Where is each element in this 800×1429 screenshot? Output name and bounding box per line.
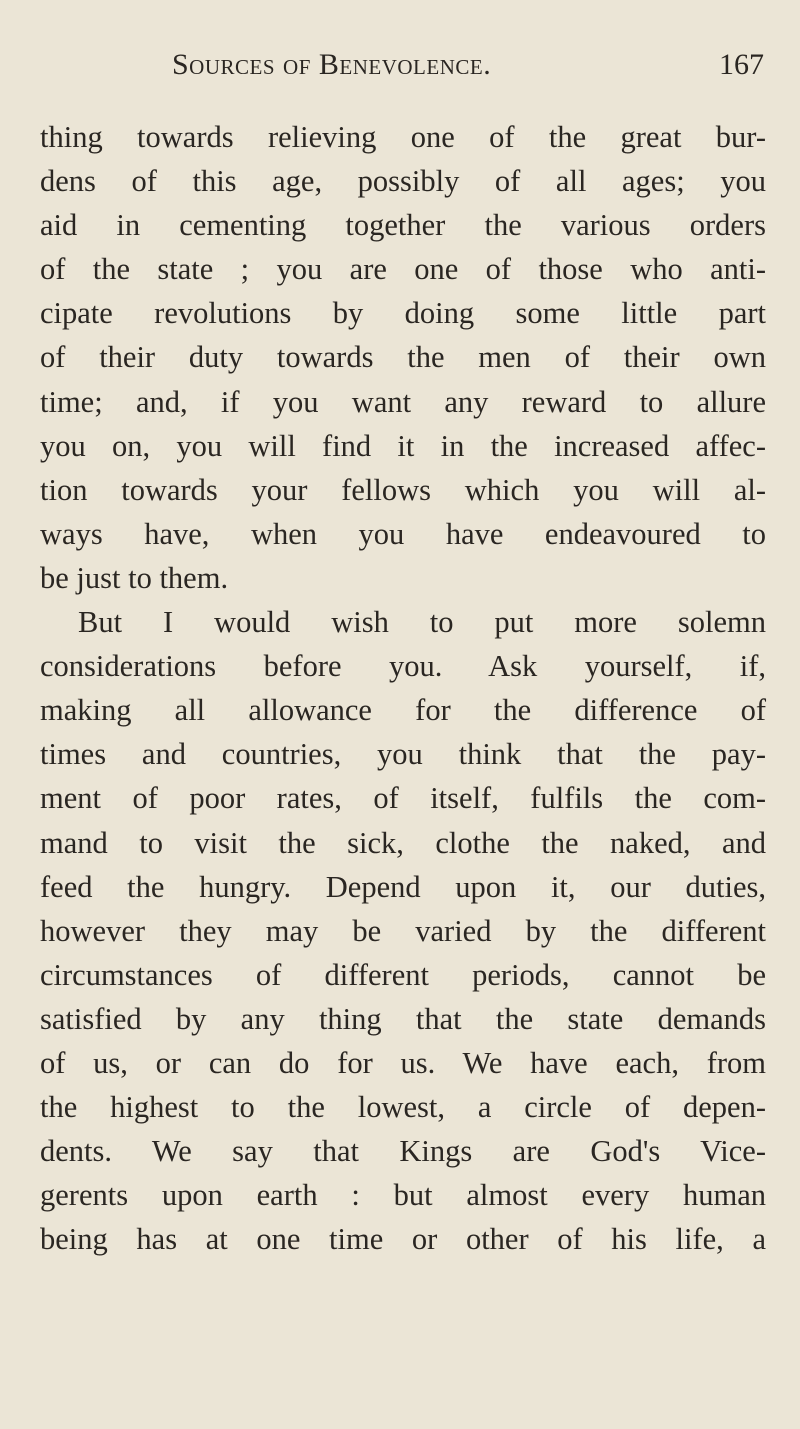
text-line: cipate revolutions by doing some little part: [40, 296, 766, 331]
page-number: 167: [719, 48, 764, 81]
text-line: dents. We say that Kings are God's Vice-: [40, 1134, 766, 1169]
running-head: [172, 48, 764, 88]
text-line: considerations before you. Ask yourself, if,: [40, 649, 766, 684]
text-line: tion towards your fellows which you will al-: [40, 472, 766, 507]
text-line: of the state ; you are one of those who anti-: [40, 252, 766, 287]
text-line: thing towards relieving one of the great bur-: [40, 120, 766, 154]
paragraph-end-line: be just to them.: [40, 560, 229, 595]
text-line: of their duty towards the men of their own: [40, 340, 766, 375]
body-text: [40, 115, 766, 1261]
text-line: mand to visit the sick, clothe the naked, and: [40, 825, 766, 860]
text-line: time; and, if you want any reward to allure: [40, 384, 766, 419]
text-line: of us, or can do for us. We have each, from: [40, 1045, 766, 1080]
text-line: the highest to the lowest, a circle of depen-: [40, 1090, 766, 1125]
running-title: Sources of Benevolence.: [172, 48, 492, 81]
paragraph-start-line: But I would wish to put more solemn: [78, 605, 766, 640]
text-line: satisfied by any thing that the state demands: [40, 1001, 766, 1036]
text-line: gerents upon earth : but almost every human: [40, 1178, 766, 1213]
text-line: however they may be varied by the different: [40, 913, 766, 948]
text-line: ment of poor rates, of itself, fulfils the com-: [40, 781, 766, 816]
text-line: aid in cementing together the various orders: [40, 208, 766, 243]
text-line: circumstances of different periods, cannot be: [40, 957, 766, 992]
text-line: ways have, when you have endeavoured to: [40, 516, 766, 551]
text-line: making all allowance for the difference of: [40, 693, 766, 728]
text-line: times and countries, you think that the pay-: [40, 737, 766, 772]
text-line: being has at one time or other of his life, a: [40, 1222, 766, 1257]
text-line: dens of this age, possibly of all ages; you: [40, 164, 766, 199]
text-line: feed the hungry. Depend upon it, our duties,: [40, 869, 766, 904]
text-line: you on, you will find it in the increased affec-: [40, 428, 766, 463]
